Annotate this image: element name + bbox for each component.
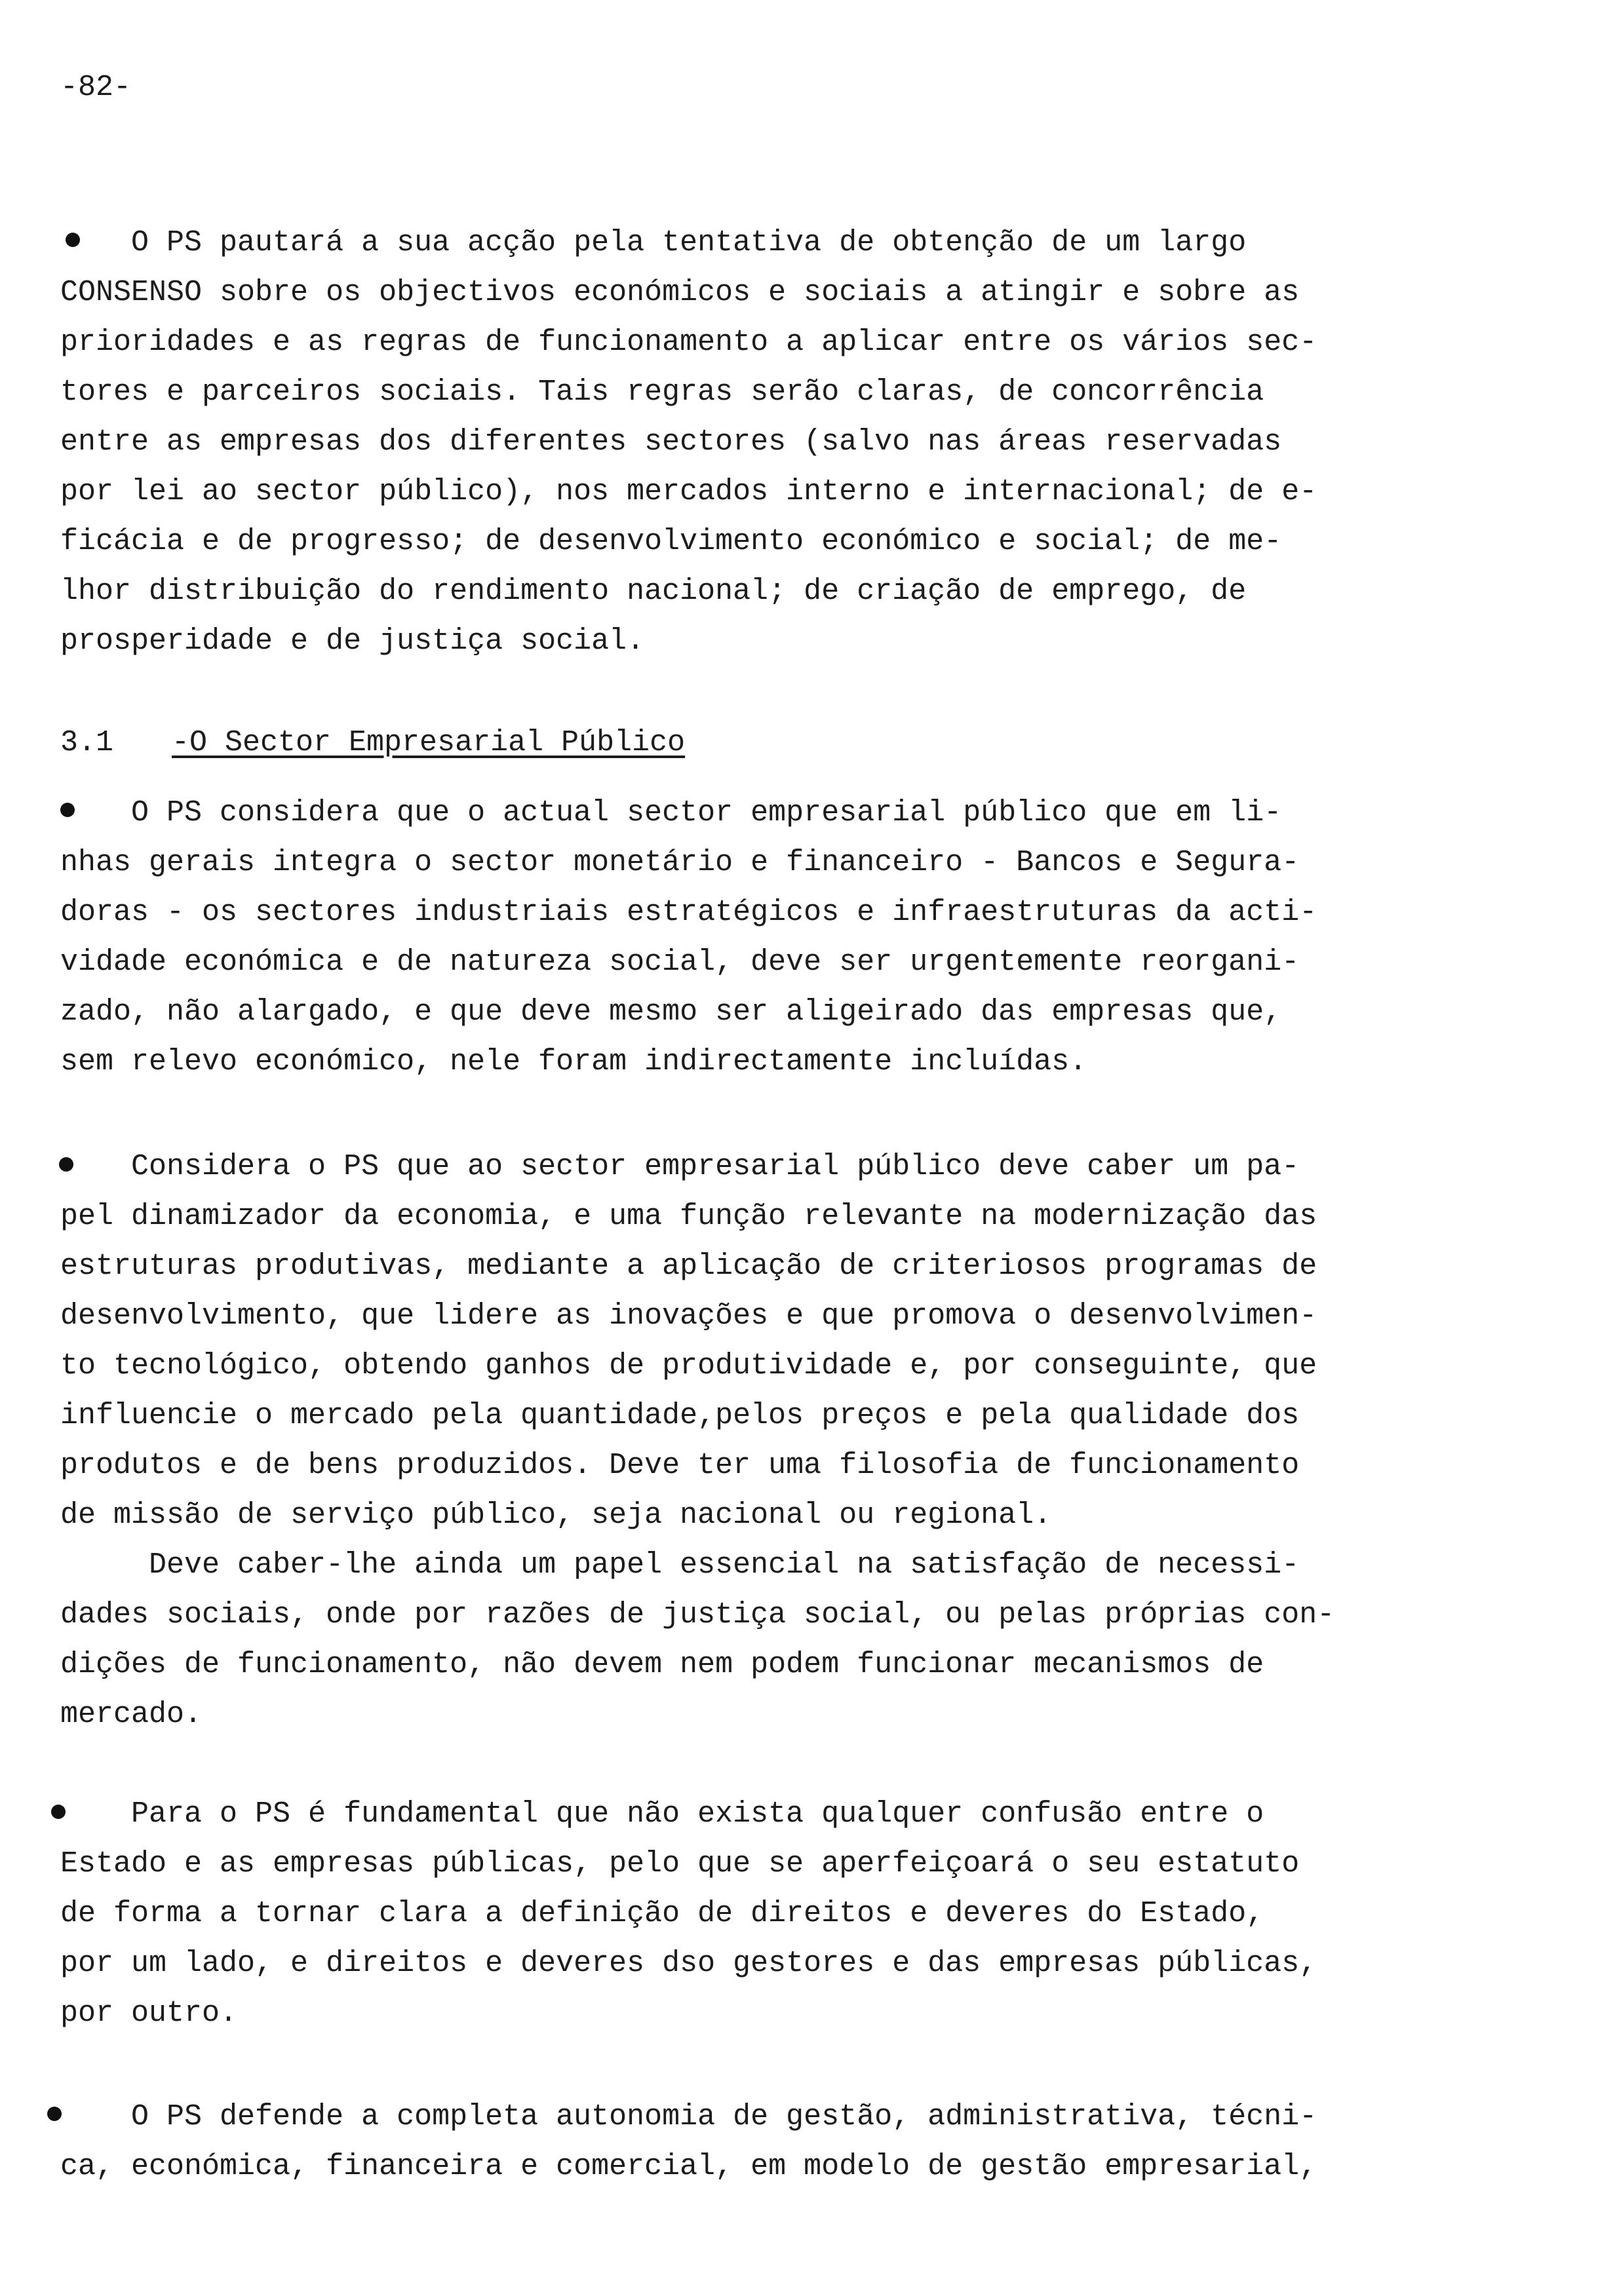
paragraph-4-line-1: Para o PS é fundamental que não exista qualquer confusão entre o: [60, 1797, 1264, 1831]
paragraph-3-line-4: desenvolvimento, que lidere as inovações e que promova o desenvolvimen-: [60, 1299, 1317, 1333]
paragraph-4-line-3: de forma a tornar clara a definição de direitos e deveres do Estado,: [60, 1897, 1264, 1930]
page-number: -82-: [60, 71, 132, 104]
paragraph-3-line-8: de missão de serviço público, seja nacional ou regional.: [60, 1499, 1052, 1532]
paragraph-3-line-2: pel dinamizador da economia, e uma função relevante na modernização das: [60, 1200, 1317, 1233]
bullet-icon: [47, 2107, 62, 2121]
paragraph-2-line-1: O PS considera que o actual sector empresarial público que em li-: [60, 796, 1282, 830]
paragraph-2-line-3: doras - os sectores industriais estratégicos e infraestruturas da acti-: [60, 896, 1317, 929]
paragraph-1-line-6: por lei ao sector público), nos mercados interno e internacional; de e-: [60, 475, 1317, 508]
paragraph-3-line-9: Deve caber-lhe ainda um papel essencial na satisfação de necessi-: [60, 1548, 1300, 1582]
paragraph-5-line-1: O PS defende a completa autonomia de gestão, administrativa, técni-: [60, 2100, 1317, 2133]
paragraph-4-line-4: por um lado, e direitos e deveres dso gestores e das empresas públicas,: [60, 1947, 1317, 1980]
paragraph-3-line-3: estruturas produtivas, mediante a aplicação de criteriosos programas de: [60, 1250, 1317, 1283]
paragraph-1-line-2: CONSENSO sobre os objectivos económicos e sociais a atingir e sobre as: [60, 276, 1300, 309]
paragraph-3-line-11: dições de funcionamento, não devem nem podem funcionar mecanismos de: [60, 1648, 1264, 1681]
paragraph-4-line-5: por outro.: [60, 1997, 238, 2030]
paragraph-3-line-1: Considera o PS que ao sector empresarial público deve caber um pa-: [60, 1150, 1300, 1183]
paragraph-3-line-5: to tecnológico, obtendo ganhos de produtividade e, por conseguinte, que: [60, 1349, 1317, 1383]
paragraph-1-line-8: lhor distribuição do rendimento nacional; de criação de emprego, de: [60, 575, 1247, 608]
paragraph-4-line-2: Estado e as empresas públicas, pelo que se aperfeiçoará o seu estatuto: [60, 1847, 1300, 1881]
paragraph-3-line-7: produtos e de bens produzidos. Deve ter uma filosofia de funcionamento: [60, 1449, 1300, 1482]
paragraph-2-line-4: vidade económica e de natureza social, deve ser urgentemente reorgani-: [60, 946, 1300, 979]
paragraph-2-line-6: sem relevo económico, nele foram indirectamente incluídas.: [60, 1045, 1087, 1079]
paragraph-1-line-5: entre as empresas dos diferentes sectores (salvo nas áreas reservadas: [60, 425, 1282, 459]
paragraph-3-line-6: influencie o mercado pela quantidade,pelos preços e pela qualidade dos: [60, 1399, 1300, 1432]
paragraph-1-line-4: tores e parceiros sociais. Tais regras serão claras, de concorrência: [60, 375, 1264, 409]
paragraph-5-line-2: ca, económica, financeira e comercial, em modelo de gestão empresarial,: [60, 2150, 1317, 2183]
section-number: 3.1: [60, 726, 114, 759]
paragraph-2-line-5: zado, não alargado, e que deve mesmo ser aligeirado das empresas que,: [60, 995, 1282, 1029]
paragraph-1-line-7: ficácia e de progresso; de desenvolvimento económico e social; de me-: [60, 525, 1282, 558]
paragraph-2-line-2: nhas gerais integra o sector monetário e financeiro - Bancos e Segura-: [60, 846, 1300, 879]
paragraph-1-line-3: prioridades e as regras de funcionamento a aplicar entre os vários sec-: [60, 326, 1317, 359]
paragraph-1-line-9: prosperidade e de justiça social.: [60, 624, 645, 658]
paragraph-3-line-12: mercado.: [60, 1698, 203, 1731]
paragraph-1-line-1: O PS pautará a sua acção pela tentativa de obtenção de um largo: [60, 226, 1247, 259]
section-title: -O Sector Empresarial Público: [172, 726, 686, 759]
paragraph-3-line-10: dades sociais, onde por razões de justiça social, ou pelas próprias con-: [60, 1598, 1335, 1632]
